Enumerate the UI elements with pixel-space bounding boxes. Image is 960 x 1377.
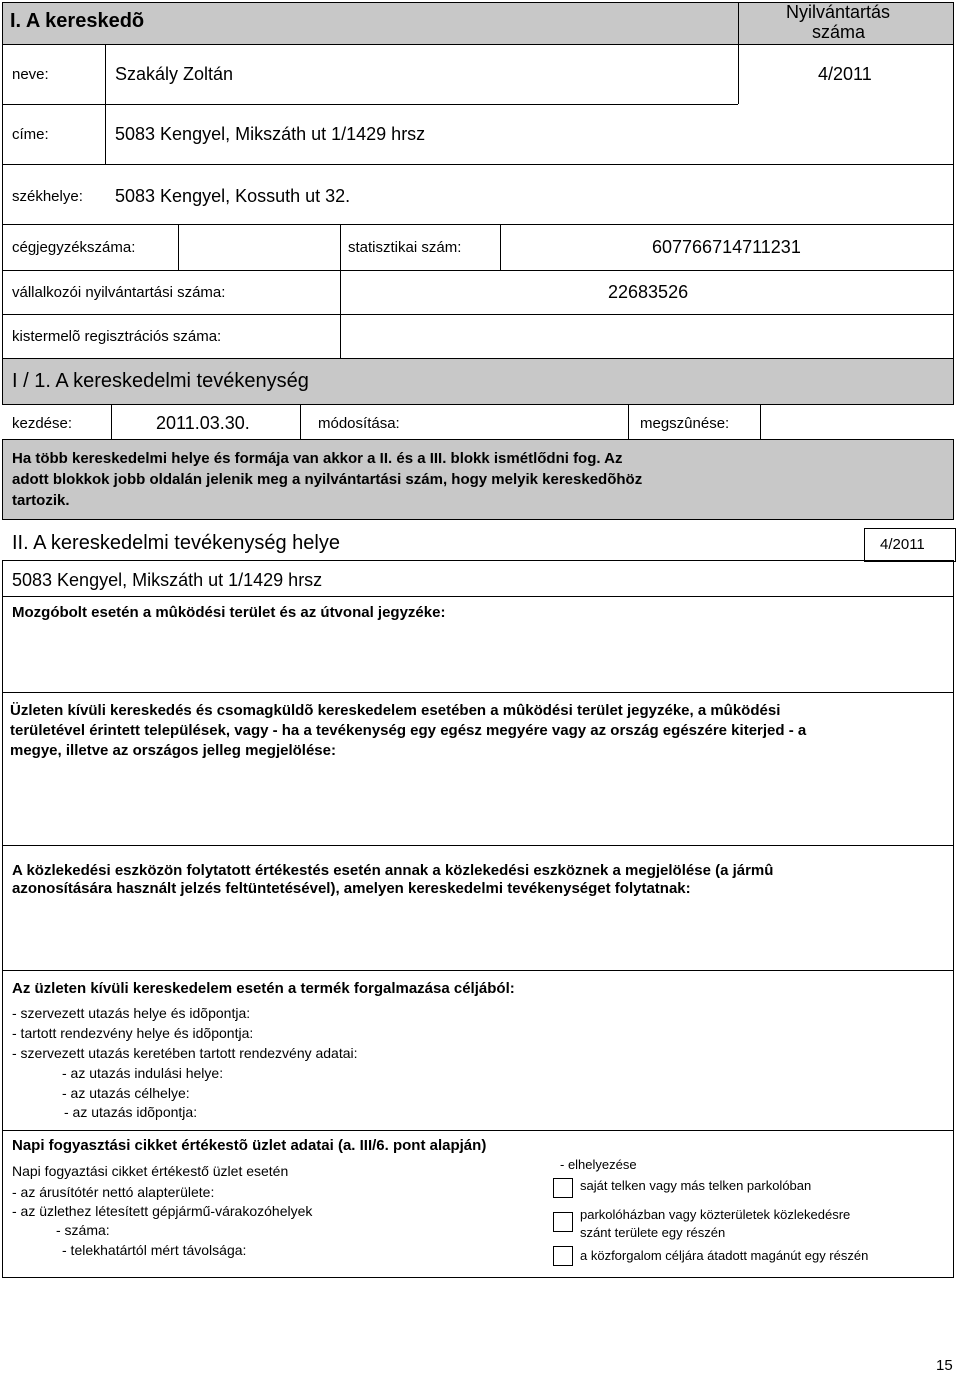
note-line-3: tartozik. <box>12 492 70 509</box>
reg-number-label: Nyilvántartás <box>786 2 891 22</box>
stat-label: statisztikai szám: <box>348 239 462 256</box>
purpose-subitem: - az utazás célhelye: <box>62 1085 190 1101</box>
purpose-subitem: - az utazás indulási helye: <box>62 1065 224 1081</box>
name-label: neve: <box>12 66 49 83</box>
parking-private-road-label: a közforgalom céljára átadott magánút egy részén <box>580 1248 869 1263</box>
section2-reg-number: 4/2011 <box>880 536 925 553</box>
name-value: Szakály Zoltán <box>115 64 234 84</box>
mobile-shop-label: Mozgóbolt esetén a mûködési terület és az útvonal jegyzéke: <box>12 604 446 621</box>
daily-item: - az üzlethez létesített gépjármű-várakozóhelyek <box>12 1203 313 1219</box>
company-reg-label: cégjegyzékszáma: <box>12 239 136 256</box>
section2-title: II. A kereskedelmi tevékenység helye <box>12 532 340 554</box>
parking-garage-checkbox[interactable] <box>553 1212 573 1232</box>
seat-value: 5083 Kengyel, Kossuth ut 32. <box>115 186 351 206</box>
address-value: 5083 Kengyel, Mikszáth ut 1/1429 hrsz <box>115 124 426 144</box>
stat-value: 607766714711231 <box>652 237 801 257</box>
address-label: címe: <box>12 126 49 143</box>
purpose-title: Az üzleten kívüli kereskedelem esetén a termék forgalmazása céljából: <box>12 980 515 997</box>
location-label: - elhelyezése <box>560 1157 637 1172</box>
entrepreneur-value: 22683526 <box>608 282 689 302</box>
section2-address: 5083 Kengyel, Mikszáth ut 1/1429 hrsz <box>12 570 323 590</box>
parking-garage-label: parkolóházban vagy közterületek közlekedésre <box>580 1207 851 1222</box>
smallholder-label: kistermelõ regisztrációs száma: <box>12 328 222 345</box>
parking-private-road-checkbox[interactable] <box>553 1246 573 1266</box>
reg-number-value: 4/2011 <box>818 64 872 84</box>
daily-item: Napi fogyaztási cikket értékestő üzlet esetén <box>12 1163 289 1179</box>
outside-line-3: megye, illetve az országos jelleg megjelölése: <box>10 742 336 759</box>
start-label: kezdése: <box>12 415 73 432</box>
end-label: megszûnése: <box>640 415 730 432</box>
daily-item: - az árusítótér nettó alapterülete: <box>12 1184 215 1200</box>
transport-line-2: azonosítására használt jelzés feltüntetésével), amelyen kereskedelmi tevékenységet folytatnak: <box>12 880 691 897</box>
seat-label: székhelye: <box>12 188 83 205</box>
purpose-item: - tartott rendezvény helye és idõpontja: <box>12 1025 254 1041</box>
purpose-item: - szervezett utazás helye és idõpontja: <box>12 1005 251 1021</box>
section1-title: I. A kereskedõ <box>10 10 145 32</box>
page-number: 15 <box>936 1357 953 1374</box>
outside-line-2: területével érintett települések, vagy - ha a tevékenység egy egész megyére vagy az ország egészére kiterjed - a <box>10 722 807 739</box>
note-line-2: adott blokkok jobb oldalán jelenik meg a nyilvántartási szám, hogy melyik kereskedõhöz <box>12 471 643 488</box>
note-line-1: Ha több kereskedelmi helye és formája van akkor a II. és a III. blokk ismétlődni fog. Az <box>12 450 623 467</box>
purpose-subitem: - az utazás idõpontja: <box>64 1104 198 1120</box>
transport-line-1: A közlekedési eszközön folytatott értékestés esetén annak a közlekedési eszköznek a megjelölése (a jármû <box>12 862 774 879</box>
parking-garage-label-2: szánt területe egy részén <box>580 1225 726 1240</box>
outside-line-1: Üzleten kívüli kereskedés és csomagküldõ kereskedelem esetében a mûködési terület jegyzéke, a mûködési <box>10 702 781 719</box>
parking-own-lot-label: saját telken vagy más telken parkolóban <box>580 1178 812 1193</box>
parking-own-lot-checkbox[interactable] <box>553 1178 573 1198</box>
start-value: 2011.03.30. <box>156 413 250 433</box>
daily-title: Napi fogyasztási cikket értékestõ üzlet adatai (a. III/6. pont alapján) <box>12 1137 487 1154</box>
daily-subitem: - telekhatártól mért távolsága: <box>62 1242 247 1258</box>
entrepreneur-label: vállalkozói nyilvántartási száma: <box>12 284 226 301</box>
section1-1-title: I / 1. A kereskedelmi tevékenység <box>12 370 309 392</box>
daily-subitem: - száma: <box>56 1222 110 1238</box>
mod-label: módosítása: <box>318 415 400 432</box>
reg-number-label-2: száma <box>812 22 866 42</box>
purpose-item: - szervezett utazás keretében tartott rendezvény adatai: <box>12 1045 358 1061</box>
